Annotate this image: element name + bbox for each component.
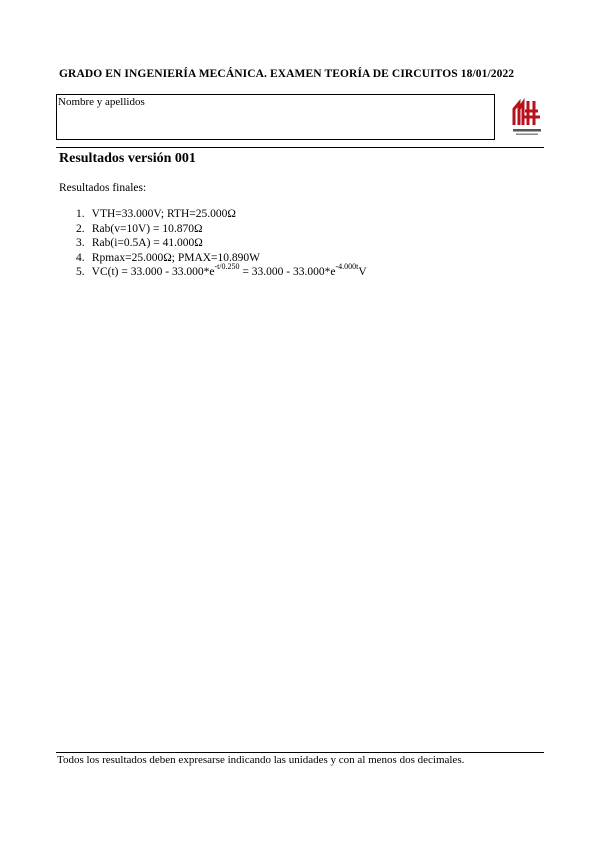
result-number: 1. (76, 208, 85, 220)
result-text: Rpmax=25.000Ω; PMAX=10.890W (91, 251, 261, 264)
exponent-1: -t/0.250 (214, 262, 240, 272)
header-divider (56, 147, 544, 148)
footer-note: Todos los resultados deben expresarse indicando las unidades y con al menos dos decimales. (57, 754, 465, 766)
result-item-5 (76, 262, 367, 280)
result-item-2 (76, 222, 367, 237)
university-logo-icon (510, 95, 544, 139)
footer-divider (56, 752, 544, 753)
result-number: 2. (76, 222, 85, 235)
exam-title: GRADO EN INGENIERÍA MECÁNICA. EXAMEN TEORÍA DE CIRCUITOS 18/01/2022 (59, 68, 515, 80)
result-number: 5. (76, 266, 85, 278)
result-text: Rab(v=10V) = 10.870Ω (91, 222, 203, 235)
result-item-1 (76, 207, 367, 222)
result-text: Rab(i=0.5A) = 41.000Ω (91, 237, 203, 249)
results-heading: Resultados versión 001 (59, 151, 196, 166)
result-text-part3: V (358, 266, 367, 278)
results-list (76, 207, 367, 280)
result-number: 3. (76, 237, 85, 249)
results-intro: Resultados finales: (59, 182, 147, 194)
result-text-part1: VC(t) = 33.000 - 33.000*e (91, 266, 215, 278)
name-field-label: Nombre y apellidos (58, 96, 145, 108)
result-text: VTH=33.000V; RTH=25.000Ω (91, 208, 236, 220)
name-field-box (56, 94, 495, 140)
result-text-part2: = 33.000 - 33.000*e (239, 266, 336, 278)
result-number: 4. (76, 251, 85, 264)
result-item-3 (76, 236, 367, 251)
exponent-2: -4.000t (335, 262, 359, 272)
